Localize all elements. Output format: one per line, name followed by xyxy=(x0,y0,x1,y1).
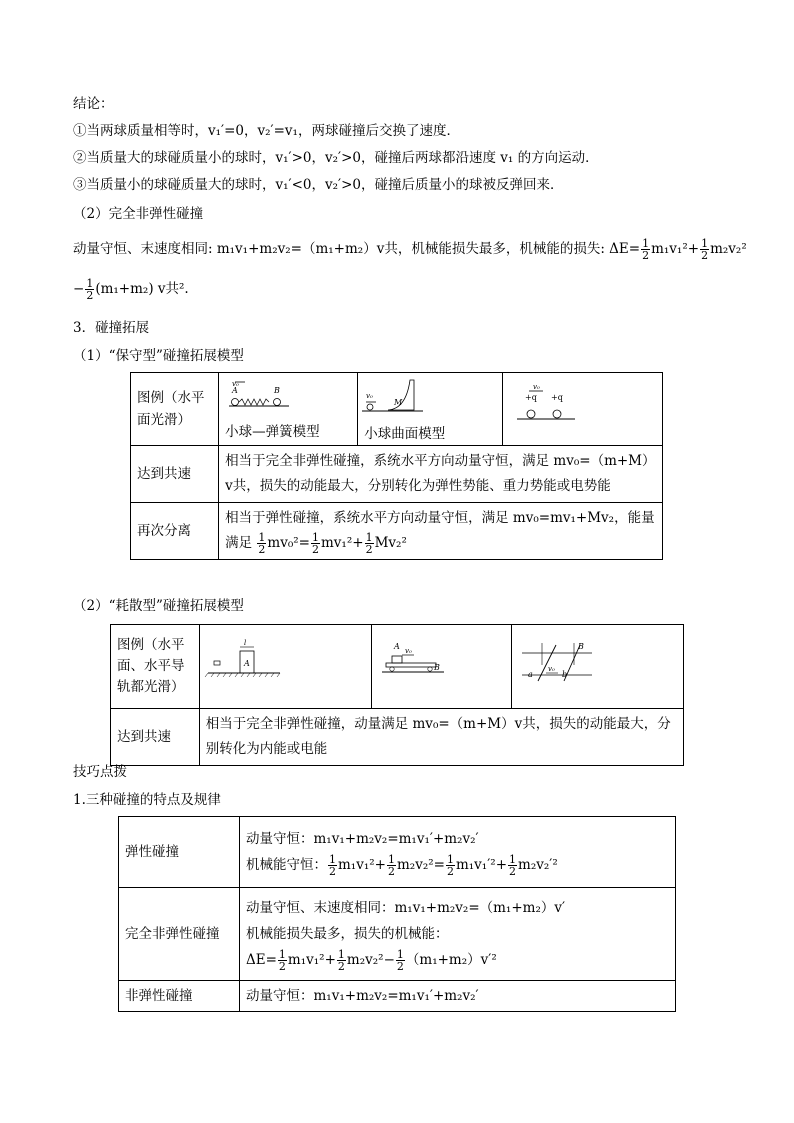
inelastic-formula: 动量守恒、末速度相同: m₁v₁+m₂v₂=（m₁+m₂）v共，机械能损失最多，机械能的损失: ΔE= $\frac{1}{2}$ m₁v₁²+ $\frac{1}{2}$ m₂v₂² xyxy=(73,237,747,262)
perfect-loss: 机械能损失最多，损失的机械能： xyxy=(246,926,449,942)
inelastic-text: 动量守恒、末速度相同: m₁v₁+m₂v₂=（m₁+m₂）v共，机械能损失最多，机械能的损失: ΔE= xyxy=(73,241,641,257)
table1-row1-label: 图例（水平面光滑） xyxy=(131,373,219,446)
tips-heading: 技巧点拨 xyxy=(73,764,127,780)
inelastic-formula-cont: − $\frac{1}{2}$ (m₁+m₂) v共². xyxy=(73,277,189,302)
curve-model-caption: 小球曲面模型 xyxy=(364,426,446,442)
inelastic-label: 非弹性碰撞 xyxy=(119,981,240,1012)
conclusion-item-1: ①当两球质量相等时，v₁′=0，v₂′=v₁，两球碰撞后交换了速度． xyxy=(73,123,460,139)
elastic-content xyxy=(240,817,676,888)
svg-text:B: B xyxy=(274,386,281,395)
curve-model-cell xyxy=(358,373,502,446)
collision-rules-table xyxy=(118,816,676,1012)
half-fraction-icon: $\frac{1}{2}$ xyxy=(86,277,94,302)
svg-text:v₀: v₀ xyxy=(532,383,540,391)
svg-text:M: M xyxy=(394,398,403,407)
svg-text:+q: +q xyxy=(550,393,563,402)
spring-model-cell xyxy=(219,373,358,446)
svg-text:B: B xyxy=(433,663,440,672)
table1-row3-text: 相当于弹性碰撞，系统水平方向动量守恒，满足 mv₀=mv₁+Mv₂，能量满足 xyxy=(225,510,655,551)
plank-block-diagram xyxy=(372,625,502,700)
svg-text:A: A xyxy=(243,659,250,668)
charge-model-diagram xyxy=(503,376,653,442)
svg-text:B: B xyxy=(577,642,584,651)
svg-text:+q: +q xyxy=(524,393,537,402)
plank-model-cell xyxy=(371,625,511,709)
conclusion-item-2: ②当质量大的球碰质量小的球时，v₁′>0，v₂′>0，碰撞后两球都沿速度 v₁ 的方向运动． xyxy=(73,150,599,166)
svg-text:A: A xyxy=(232,386,238,395)
half-fraction-icon: $\frac{1}{2}$ xyxy=(642,237,650,262)
perfect-loss-formula: ΔE= $\frac{1}{2}$ m₁v₁²+ $\frac{1}{2}$ m₂v₂²− $\frac{1}{2}$ （m₁+m₂）v′² xyxy=(246,948,497,973)
svg-text:b: b xyxy=(561,670,567,679)
section3-heading: 3．碰撞拓展 xyxy=(73,320,150,336)
perfect-momentum: 动量守恒、末速度相同：m₁v₁+m₂v₂=（m₁+m₂）v′ xyxy=(246,900,566,916)
block-bullet-diagram xyxy=(200,625,360,700)
conclusion-title: 结论： xyxy=(73,96,114,112)
svg-text:v₀: v₀ xyxy=(547,665,555,673)
elastic-energy: 机械能守恒： $\frac{1}{2}$ m₁v₁²+ $\frac{1}{2}$ m₂v₂²= $\frac{1}{2}$ m₁v₁′²+ $\frac{1}{2}$ m₂v₂′² xyxy=(246,853,558,878)
half-fraction-icon: $\frac{1}{2}$ xyxy=(312,531,319,556)
half-fraction-icon: $\frac{1}{2}$ xyxy=(365,531,373,556)
table2-row2-label: 达到共速 xyxy=(111,709,200,766)
spring-model-caption: 小球—弹簧模型 xyxy=(225,424,320,440)
block-model-cell xyxy=(199,625,371,709)
table2-row2-text: 相当于完全非弹性碰撞，动量满足 mv₀=（m+M）v共，损失的动能最大，分别转化为内能或电能 xyxy=(199,709,683,766)
inelastic-heading: （2）完全非弹性碰撞 xyxy=(73,206,204,222)
svg-text:a: a xyxy=(527,670,533,679)
rail-rod-diagram xyxy=(512,625,672,700)
rail-model-cell xyxy=(511,625,683,709)
svg-text:l: l xyxy=(243,639,246,647)
table1-row3-cell: 相当于弹性碰撞，系统水平方向动量守恒，满足 mv₀=mv₁+Mv₂，能量满足 $\frac{1}{2}$ mv₀²= $\frac{1}{2}$ mv₁²+ $\frac{1}{2}$ Mv₂² xyxy=(219,503,663,560)
section3-sub1: （1）“保守型”碰撞拓展模型 xyxy=(73,348,244,364)
table2-row1-label: 图例（水平面、水平导轨都光滑） xyxy=(111,625,200,709)
table1-row3-label: 再次分离 xyxy=(131,503,219,560)
conclusion-item-3: ③当质量小的球碰质量大的球时，v₁′<0，v₂′>0，碰撞后质量小的球被反弹回来． xyxy=(73,177,564,193)
table1-row2-text: 相当于完全非弹性碰撞，系统水平方向动量守恒，满足 mv₀=（m+M）v共，损失的动能最大，分别转化为弹性势能、重力势能或电势能 xyxy=(219,446,663,503)
table1-row2-label: 达到共速 xyxy=(131,446,219,503)
inelastic-momentum: 动量守恒：m₁v₁+m₂v₂=m₁v₁′+m₂v₂′ xyxy=(240,981,676,1012)
svg-text:v₀: v₀ xyxy=(232,380,239,388)
formula-end: (m₁+m₂) v共². xyxy=(95,281,189,297)
elastic-momentum: 动量守恒：m₁v₁+m₂v₂=m₁v₁′+m₂v₂′ xyxy=(246,831,479,847)
half-fraction-icon: $\frac{1}{2}$ xyxy=(258,531,266,556)
perfect-inelastic-content xyxy=(240,888,676,981)
perfect-inelastic-label: 完全非弹性碰撞 xyxy=(119,888,240,981)
charge-model-cell xyxy=(502,373,662,446)
svg-text:v₀: v₀ xyxy=(404,647,412,655)
svg-text:A: A xyxy=(393,642,400,651)
section3-sub2: （2）“耗散型”碰撞拓展模型 xyxy=(73,598,244,614)
conservative-model-table xyxy=(130,372,663,560)
tips-sub: 1.三种碰撞的特点及规律 xyxy=(73,792,221,808)
svg-text:v₀: v₀ xyxy=(366,392,373,400)
elastic-label: 弹性碰撞 xyxy=(119,817,240,888)
dissipative-model-table xyxy=(110,624,684,766)
half-fraction-icon: $\frac{1}{2}$ xyxy=(701,237,709,262)
